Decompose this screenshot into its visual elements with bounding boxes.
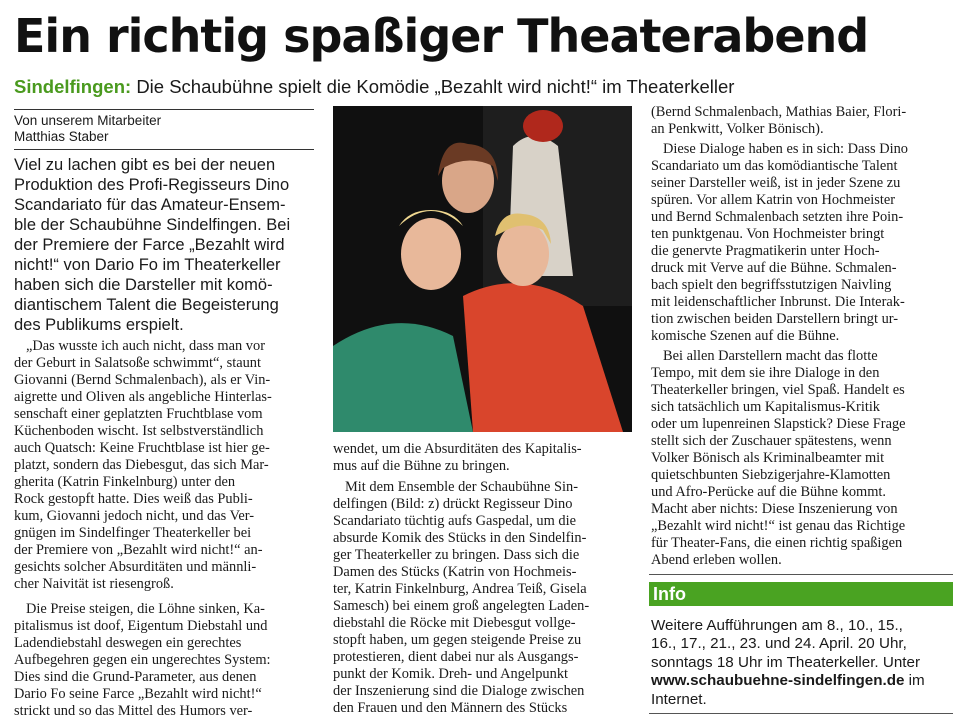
red-hat xyxy=(523,110,563,142)
text-line: des Publikums erspielt. xyxy=(14,316,184,334)
text-line: pitalismus ist doof, Eigentum Diebstahl und xyxy=(14,618,268,634)
text-line: Mit dem Ensemble der Schaubühne Sin- xyxy=(345,479,579,495)
text-line: quietschbunten Siebzigerjahre-Klamotten xyxy=(651,467,891,483)
column-3-paragraph-2 xyxy=(651,141,956,345)
column-3-paragraph-3 xyxy=(651,348,956,569)
text-line: Macht aber nichts: Diese Inszenierung von xyxy=(651,501,898,517)
text-line: stopft haben, um gegen steigende Preise zu xyxy=(333,632,582,648)
text-line: der Premiere von „Bezahlt wird nicht!“ an- xyxy=(14,542,263,558)
text-line: kum, Giovanni jedoch nicht, und das Ver- xyxy=(14,508,255,524)
text-line: diantischem Talent die Begeisterung xyxy=(14,296,279,314)
text-line: absurde Komik des Stücks in den Sindelfin- xyxy=(333,530,587,546)
column-1-paragraph-1 xyxy=(14,338,318,593)
text-line: diebstahl die Röcke mit Diebesgut vollge- xyxy=(333,615,576,631)
text-line: senschaft einer geplatzten Fruchtblase vom xyxy=(14,406,263,422)
text-line: der Premiere der Farce „Bezahlt wird xyxy=(14,236,285,254)
text-line: punkt der Komik. Dreh- und Angelpunkt xyxy=(333,666,569,682)
text-line: Küchenboden wischt. Ist selbstverständlich xyxy=(14,423,264,439)
text-line: sich tatsächlich um Kapitalismus-Kritik xyxy=(651,399,881,415)
article-photo xyxy=(333,106,632,432)
text-line: Bei allen Darstellern macht das flotte xyxy=(663,348,878,364)
text-line: bach spielt den begriffsstutzigen Naivling xyxy=(651,277,892,293)
text-line: strickt und so das Mittel des Humors ver- xyxy=(14,703,253,719)
text-line: ter, Katrin Finkelnburg, Andrea Teiß, Gisela xyxy=(333,581,587,597)
subheadline-text: Die Schaubühne spielt die Komödie „Bezahlt wird nicht!“ im Theaterkeller xyxy=(136,76,735,97)
column-2-paragraph-2 xyxy=(333,479,636,717)
text-line: der Inszenierung sind die Dialoge zwischen xyxy=(333,683,585,699)
text-line: nicht!“ von Dario Fo im Theaterkeller xyxy=(14,256,281,274)
text-line: den Frauen und den Männern des Stücks xyxy=(333,700,568,716)
text-line: wendet, um die Absurditäten des Kapitalis- xyxy=(333,441,582,457)
text-line: cher Naivität ist riesengroß. xyxy=(14,576,174,592)
text-line: Scandariato tüchtig aufs Gaspedal, um die xyxy=(333,513,576,529)
column-2-paragraph-1 xyxy=(333,441,636,475)
byline-author: Matthias Staber xyxy=(14,129,109,144)
text-line: die genervte Pragmatikerin unter Hoch- xyxy=(651,243,880,259)
text-line: Ladendiebstahl deswegen ein gerechtes xyxy=(14,635,242,651)
text-line: (Bernd Schmalenbach, Mathias Baier, Flori- xyxy=(651,104,907,120)
text-line: und Afro-Perücke auf die Bühne kommt. xyxy=(651,484,886,500)
byline xyxy=(14,113,314,145)
text-line: Viel zu lachen gibt es bei der neuen xyxy=(14,156,276,174)
text-line: Produktion des Profi-Regisseurs Dino xyxy=(14,176,290,194)
byline-line: Von unserem Mitarbeiter xyxy=(14,113,162,128)
text-line: Weitere Aufführungen am 8., 10., 15., xyxy=(651,617,903,634)
column-3-paragraph-1 xyxy=(651,104,956,138)
text-line: gherita (Katrin Finkelnburg) unter den xyxy=(14,474,236,490)
text-line: „Bezahlt wird nicht!“ ist genau das Richtige xyxy=(651,518,906,534)
headline: Ein richtig spaßiger Theaterabend xyxy=(14,9,869,63)
text-line: mus auf die Bühne zu bringen. xyxy=(333,458,510,474)
text-line: Die Preise steigen, die Löhne sinken, Ka- xyxy=(26,601,265,617)
text-line: seiner Darsteller weiß, ist in jeder Szene zu xyxy=(651,175,901,191)
text-line: Volker Bönisch als Kriminalbeamter mit xyxy=(651,450,885,466)
subheadline xyxy=(14,76,959,98)
text-line: Giovanni (Bernd Schmalenbach), als er Vin- xyxy=(14,372,271,388)
info-lines xyxy=(651,617,956,672)
text-line: Dario Fo seine Farce „Bezahlt wird nicht!“ xyxy=(14,686,262,702)
text-line: mit leidenschaftlicher Inbrunst. Die Interak- xyxy=(651,294,905,310)
text-line: komische Szenen auf die Bühne. xyxy=(651,328,840,344)
text-line: platzt, sondern das Diebesgut, das sich Mar- xyxy=(14,457,269,473)
byline-top-rule xyxy=(14,109,314,110)
info-url-line xyxy=(651,672,956,690)
text-line: „Das wusste ich auch nicht, dass man vor xyxy=(26,338,265,354)
info-box xyxy=(651,617,956,709)
info-label: Info xyxy=(653,584,686,604)
text-line: auch Quatsch: Keine Fruchtblase ist hier ge- xyxy=(14,440,270,456)
text-line: Rock gestopft hatte. Dies weiß das Publi- xyxy=(14,491,253,507)
text-line: stellt sich der Zuschauer spätestens, wenn xyxy=(651,433,892,449)
text-line: für Theater-Fans, die einen richtig spaßigen xyxy=(651,535,903,551)
text-line: spüren. Vor allem Katrin von Hochmeister xyxy=(651,192,896,208)
info-last-line: Internet. xyxy=(651,690,707,708)
info-url: www.schaubuehne-sindelfingen.de xyxy=(651,672,905,690)
byline-bottom-rule xyxy=(14,149,314,150)
text-line: der Geburt in Salatsoße schwimmt“, staunt xyxy=(14,355,261,371)
text-line: oder um lupenreinen Slapstick? Diese Frage xyxy=(651,416,906,432)
text-line: Dies sind die Grund-Parameter, aus denen xyxy=(14,669,257,685)
dateline-place: Sindelfingen: xyxy=(14,76,132,97)
text-line: an Penkwitt, Volker Bönisch). xyxy=(651,121,824,137)
text-line: aigrette und Oliven als angebliche Hinterlas- xyxy=(14,389,272,405)
text-line: delfingen (Bild: z) drückt Regisseur Dino xyxy=(333,496,573,512)
info-url-suffix: im xyxy=(904,672,925,690)
text-line: Aufbegehren gegen ein ungerechtes System: xyxy=(14,652,271,668)
info-header-bar xyxy=(649,582,953,606)
lead-paragraph xyxy=(14,155,316,335)
text-line: tion zwischen beiden Darstellern bringt ur- xyxy=(651,311,899,327)
text-line: gnügen im Sindelfinger Theaterkeller bei xyxy=(14,525,252,541)
text-line: 16., 17., 21., 23. und 24. April. 20 Uhr, xyxy=(651,635,907,653)
face-left xyxy=(401,218,461,290)
info-bottom-rule xyxy=(649,713,953,714)
text-line: haben sich die Darsteller mit komö- xyxy=(14,276,273,294)
text-line: ger Theaterkeller zu bringen. Dass sich die xyxy=(333,547,580,563)
column-1-paragraph-2 xyxy=(14,601,318,720)
face-right xyxy=(497,222,549,286)
text-line: Theaterkeller bringen, viel Spaß. Handelt es xyxy=(651,382,905,398)
text-line: Samesch) bei einem groß angelegten Laden- xyxy=(333,598,590,614)
text-line: Tempo, mit dem sie ihre Dialoge in den xyxy=(651,365,880,381)
info-top-rule xyxy=(649,574,953,575)
text-line: Damen des Stücks (Katrin von Hochmeis- xyxy=(333,564,577,580)
text-line: sonntags 18 Uhr im Theaterkeller. Unter xyxy=(651,653,921,671)
photo-illustration xyxy=(333,106,632,432)
text-line: ble der Schaubühne Sindelfingen. Bei xyxy=(14,216,291,234)
text-line: und Bernd Schmalenbach setzten ihre Poin- xyxy=(651,209,904,225)
text-line: ten punktgenau. Von Hochmeister bringt xyxy=(651,226,885,242)
text-line: gesichts solcher Absurditäten und männli- xyxy=(14,559,257,575)
green-dress xyxy=(333,323,473,432)
text-line: protestieren, dient dabei nur als Ausgangs- xyxy=(333,649,579,665)
text-line: Diese Dialoge haben es in sich: Dass Dino xyxy=(663,141,908,157)
text-line: Scandariato für das Amateur-Ensem- xyxy=(14,196,286,214)
text-line: Abend erleben wollen. xyxy=(651,552,782,568)
text-line: druck mit Verve auf die Bühne. Schmalen- xyxy=(651,260,897,276)
text-line: Scandariato um das komödiantische Talent xyxy=(651,158,898,174)
